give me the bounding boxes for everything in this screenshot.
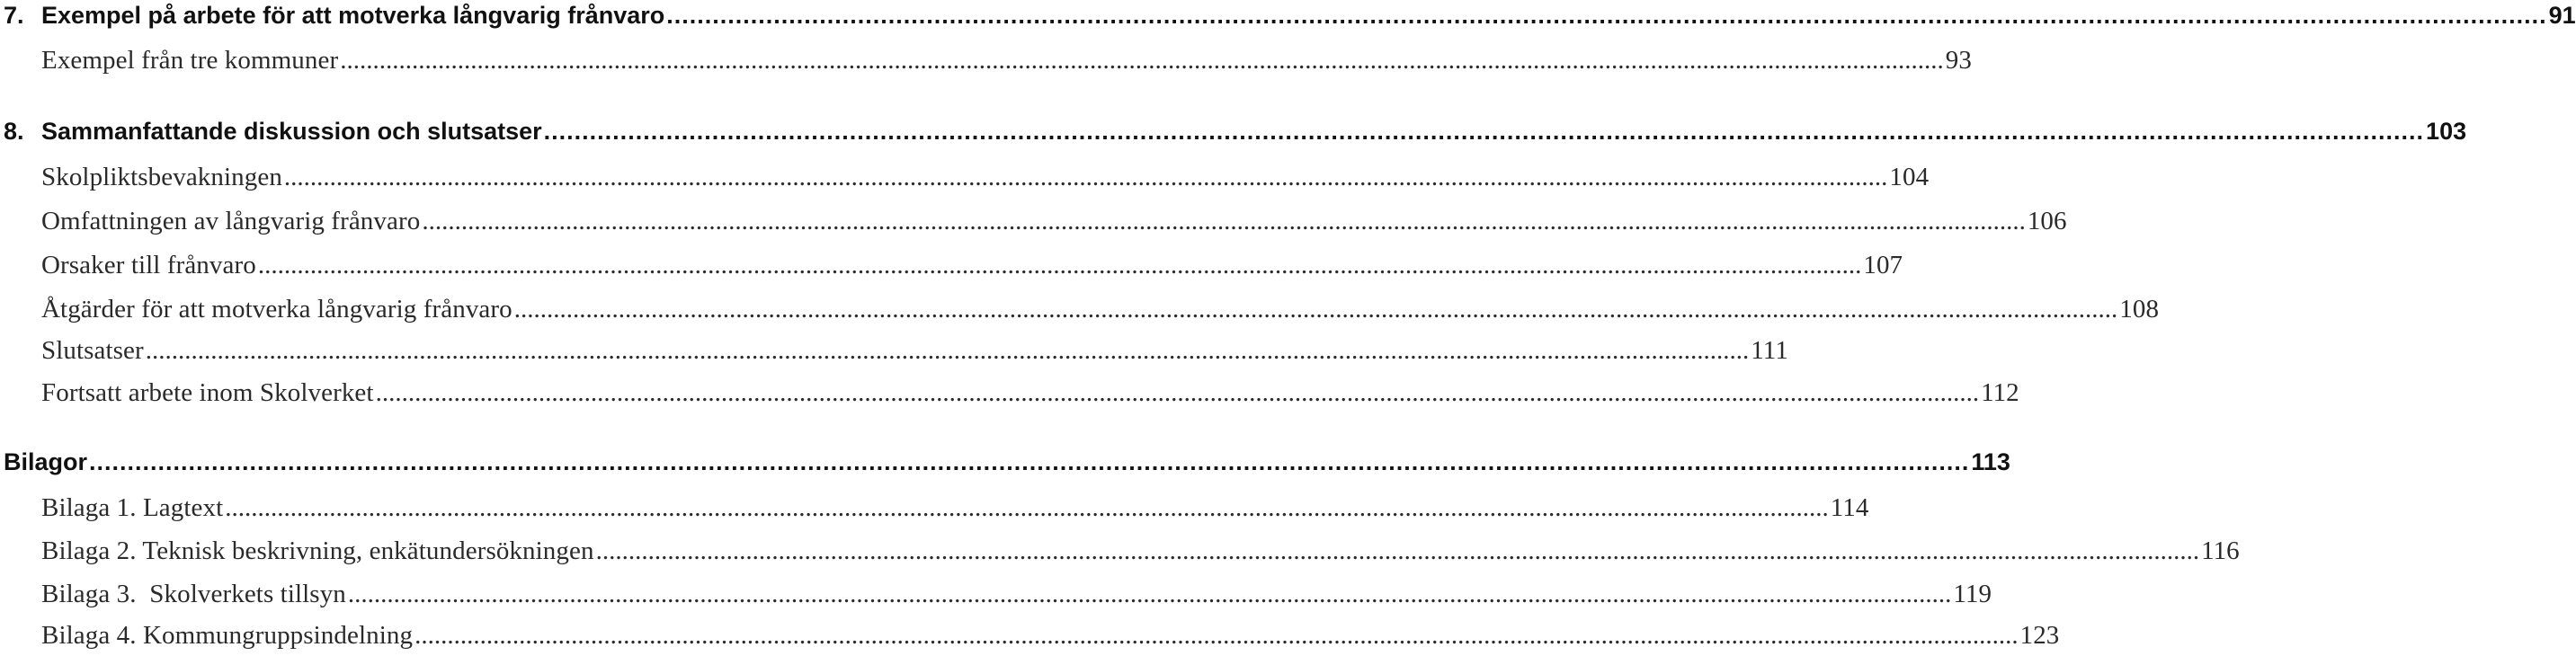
dot-leader xyxy=(340,46,1944,75)
toc-entry[interactable] xyxy=(41,336,1788,366)
toc-entry[interactable] xyxy=(41,251,1903,280)
toc-entry[interactable] xyxy=(41,207,2067,236)
toc-page-number: 123 xyxy=(2019,621,2060,650)
dot-leader xyxy=(514,295,2118,324)
toc-entry[interactable] xyxy=(41,46,1972,75)
toc-entry-title: Bilaga 1. Lagtext xyxy=(41,493,224,522)
toc-page-number: 91 xyxy=(2548,2,2576,29)
toc-entry-title: Skolpliktsbevakningen xyxy=(41,163,282,191)
toc-page-number: 104 xyxy=(1889,163,1930,191)
dot-leader xyxy=(146,336,1750,366)
toc-page-number: 119 xyxy=(1953,580,1992,608)
dot-leader xyxy=(596,536,2200,566)
toc-page-number: 112 xyxy=(1981,378,2019,407)
toc-chapter-8[interactable] xyxy=(4,118,2467,146)
toc-entry-title: Åtgärder för att motverka långvarig frånvaro xyxy=(41,295,513,324)
toc-chapter-number: 8. xyxy=(4,118,24,145)
toc-entry-title: Fortsatt arbete inom Skolverket xyxy=(41,378,374,407)
dot-leader xyxy=(284,163,1888,192)
dot-leader xyxy=(225,493,1829,523)
dot-leader xyxy=(376,378,1980,408)
toc-entry[interactable] xyxy=(41,163,1930,192)
dot-leader xyxy=(666,2,2546,30)
toc-entry[interactable] xyxy=(41,378,2019,408)
toc-entry-title: Sammanfattande diskussion och slutsatser xyxy=(41,118,542,145)
toc-entry-title: Omfattningen av långvarig frånvaro xyxy=(41,207,421,235)
toc-page-number: 108 xyxy=(2119,295,2160,324)
toc-page-number: 107 xyxy=(1863,251,1903,279)
toc-entry[interactable] xyxy=(41,580,1992,609)
dot-leader xyxy=(414,621,2019,651)
toc-entry-title: Bilagor xyxy=(4,448,88,475)
toc-entry[interactable] xyxy=(41,295,2160,324)
toc-entry-title: Bilaga 2. Teknisk beskrivning, enkätundersökningen xyxy=(41,536,594,565)
dot-leader xyxy=(258,251,1862,280)
toc-chapter-bilagor[interactable] xyxy=(4,448,2010,476)
toc-entry[interactable] xyxy=(41,621,2060,651)
toc-page-number: 113 xyxy=(1971,448,2010,475)
toc-entry[interactable] xyxy=(41,536,2240,566)
toc-entry[interactable] xyxy=(41,493,1869,523)
dot-leader xyxy=(544,118,2424,146)
toc-chapter-7[interactable] xyxy=(4,2,2576,30)
toc-entry-title: Bilaga 4. Kommungruppsindelning xyxy=(41,621,414,650)
toc-entry-title: Bilaga 3. Skolverkets tillsyn xyxy=(41,580,346,608)
dot-leader xyxy=(89,448,1969,476)
toc-page-number: 93 xyxy=(1945,46,1972,75)
toc-entry-title: Exempel på arbete för att motverka långvarig frånvaro xyxy=(41,2,665,29)
dot-leader xyxy=(348,580,1952,609)
toc-page-number: 114 xyxy=(1830,493,1869,522)
toc-page-number: 106 xyxy=(2027,207,2067,235)
toc-page-number: 103 xyxy=(2426,118,2467,145)
toc-page-number: 111 xyxy=(1751,336,1788,365)
toc-chapter-number: 7. xyxy=(4,2,24,29)
toc-entry-title: Exempel från tre kommuner xyxy=(41,46,339,75)
toc-entry-title: Orsaker till frånvaro xyxy=(41,251,256,279)
toc-page-number: 116 xyxy=(2201,536,2240,565)
dot-leader xyxy=(422,207,2026,236)
toc-entry-title: Slutsatser xyxy=(41,336,144,365)
